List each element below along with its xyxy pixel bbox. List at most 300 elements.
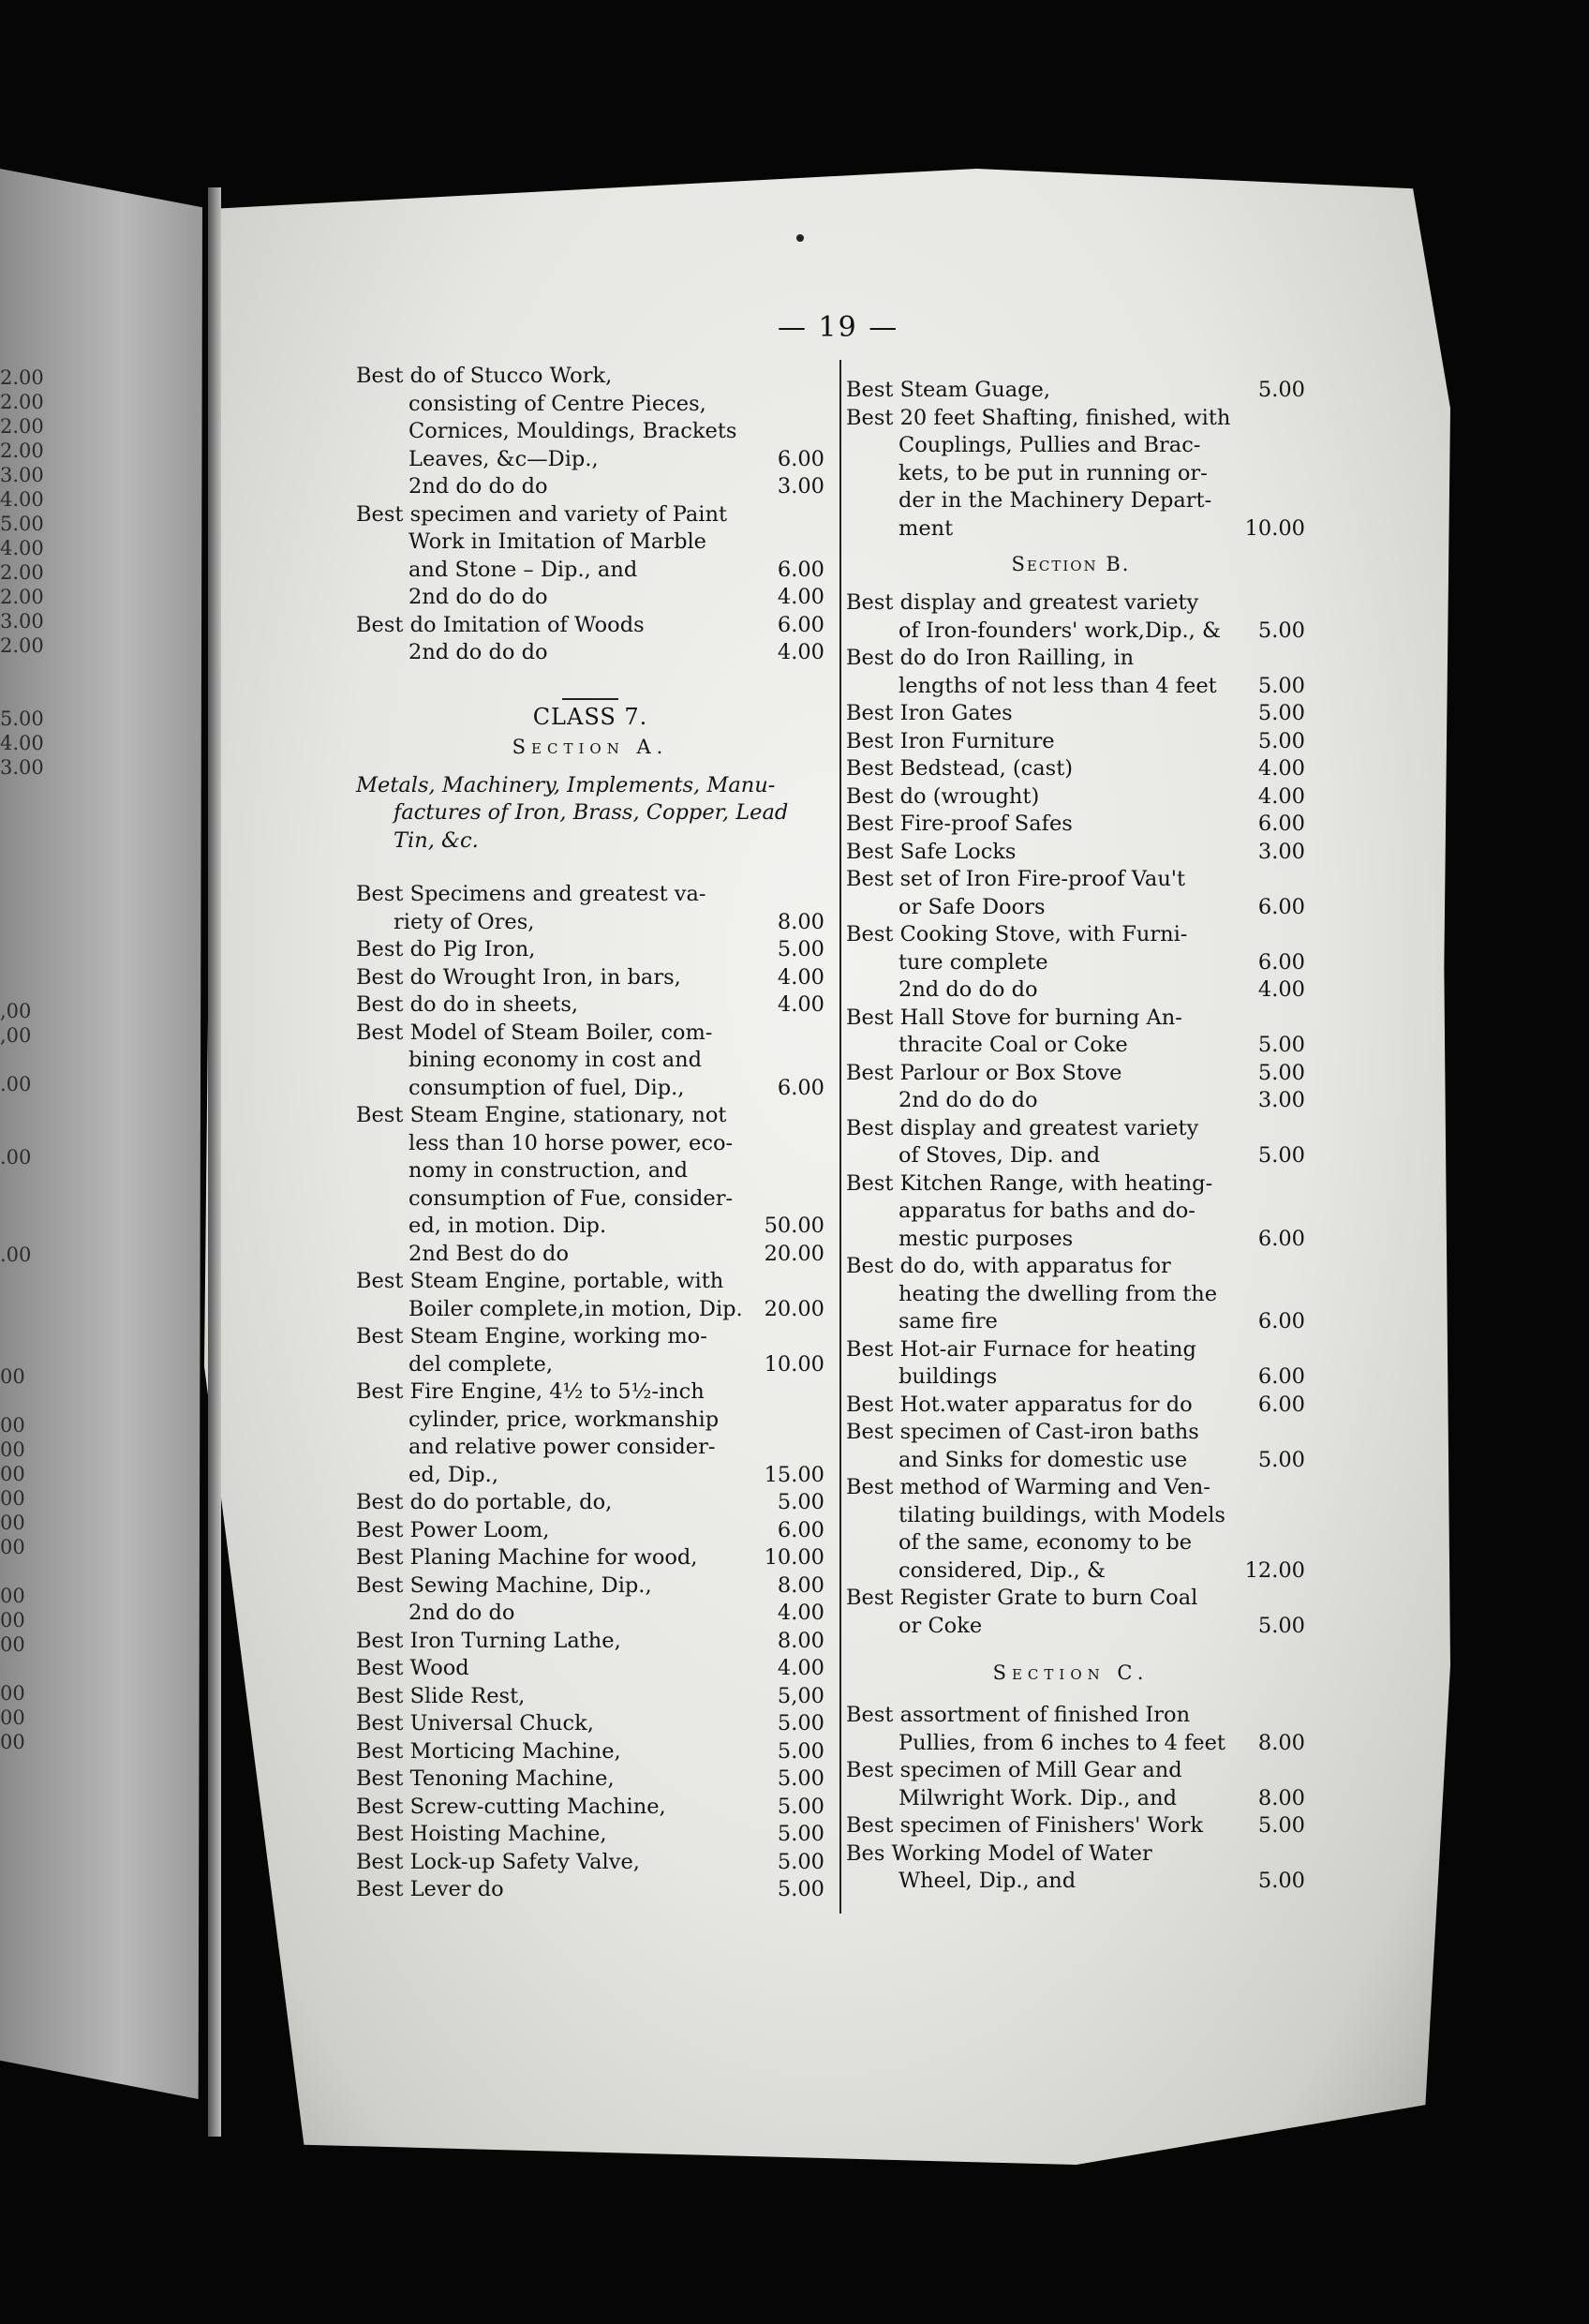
prize-line-text: Best Iron Turning Lathe,	[356, 1628, 621, 1653]
prize-line-price: 4.00	[777, 585, 824, 609]
prize-line	[846, 1785, 1305, 1816]
prize-line	[846, 1088, 1305, 1118]
prize-line-price: 4.00	[777, 964, 824, 990]
prize-line-text: der in the Machinery Depart-	[898, 488, 1212, 513]
prize-line-text: apparatus for baths and do-	[898, 1199, 1195, 1223]
prize-line	[356, 1381, 824, 1409]
prize-line-price: 8.00	[1257, 1785, 1305, 1810]
prize-line-text: buildings	[898, 1364, 998, 1389]
prize-line-text: Best specimen of Mill Gear and	[846, 1758, 1182, 1782]
prize-line	[356, 1796, 824, 1825]
category-line-text: factures of Iron, Brass, Copper, Lead	[394, 800, 789, 825]
prize-line	[356, 476, 824, 504]
prize-line	[356, 1160, 824, 1188]
prize-line-text: Best assortment of finished Iron	[846, 1703, 1191, 1727]
prize-line	[846, 839, 1305, 870]
facing-page-price: .00	[0, 1073, 32, 1095]
prize-line	[356, 1215, 824, 1244]
prize-line	[356, 1492, 824, 1520]
facing-page-price: 2.00	[0, 366, 44, 389]
prize-line-price: 6.00	[1257, 894, 1305, 919]
facing-page-price	[0, 853, 66, 877]
facing-page-price	[0, 1316, 66, 1340]
prize-line-text: Best Safe Locks	[846, 839, 1017, 864]
prize-line	[356, 1547, 824, 1575]
prize-line	[846, 1705, 1296, 1733]
prize-line-text: of Iron-founders' work,Dip., &	[898, 618, 1221, 643]
facing-page-price	[0, 1291, 66, 1316]
prize-line	[846, 435, 1296, 463]
prize-line-text: less than 10 horse power, eco-	[408, 1130, 734, 1155]
prize-line	[356, 612, 824, 643]
column-divider	[839, 360, 841, 1914]
prize-line-text: Best Lever do	[356, 1877, 504, 1901]
prize-line-price: 6.00	[1257, 812, 1305, 836]
prize-line	[846, 1840, 1296, 1871]
prize-line-text: Milwright Work. Dip., and	[898, 1785, 1177, 1810]
prize-line-price: 4.00	[1257, 756, 1305, 781]
prize-line-text: Best specimen of Cast-iron baths	[846, 1420, 1199, 1444]
prize-line-text: Best Iron Furniture	[846, 728, 1055, 753]
prize-line-text: 2nd do do do	[898, 977, 1038, 1002]
prize-line	[846, 1309, 1305, 1339]
prize-line-text: Best Bedstead, (cast)	[846, 756, 1074, 781]
prize-line-price: 8.00	[777, 1628, 824, 1653]
prize-line	[846, 1730, 1305, 1761]
facing-page-price: 00	[0, 1536, 25, 1558]
prize-line-text: kets, to be put in running or-	[898, 460, 1208, 485]
prize-line-price: 3.00	[1257, 839, 1305, 864]
prize-line	[846, 592, 1296, 620]
prize-line	[846, 1557, 1305, 1588]
facing-page-price	[0, 950, 66, 975]
left-column	[356, 365, 824, 1907]
prize-line-price: 8.00	[1257, 1730, 1305, 1755]
prize-line-text: and Sinks for domestic use	[898, 1447, 1188, 1472]
prize-line-text: consumption of Fue, consider-	[408, 1185, 734, 1211]
prize-line-text: Best Steam Engine, portable, with	[356, 1269, 724, 1293]
prize-line	[356, 1849, 824, 1880]
prize-line-price: 5.00	[1257, 1033, 1305, 1057]
prize-line-text: Best Hot-air Furnace for heating	[846, 1336, 1196, 1362]
facing-page-price: 00	[0, 1609, 25, 1631]
prize-line-price: 8.00	[777, 1572, 824, 1598]
prize-line-price: 20.00	[764, 1241, 824, 1266]
prize-line-text: Best 20 feet Shafting, finished, with	[846, 405, 1231, 430]
prize-line-text: 2nd do do do	[408, 585, 548, 609]
facing-page-price: 00	[0, 1512, 25, 1534]
prize-line	[356, 1241, 824, 1272]
prize-line	[846, 673, 1305, 704]
prize-line-price: 5.00	[777, 1794, 824, 1819]
prize-line-text: Best specimen of Finishers' Work	[846, 1813, 1203, 1838]
prize-line-text: thracite Coal or Coke	[898, 1033, 1128, 1057]
prize-line	[846, 1813, 1305, 1843]
prize-line-text: Best do Pig Iron,	[356, 937, 536, 961]
facing-page-price	[0, 1389, 66, 1413]
prize-line-text: Best Power Loom,	[356, 1517, 550, 1542]
prize-line-price: 15.00	[764, 1462, 824, 1487]
facing-page-price: 3.00	[0, 464, 44, 486]
prize-line-text: Best Hall Stove for burning An-	[846, 1005, 1182, 1030]
prize-line-price: 5.00	[777, 1877, 824, 1901]
prize-line	[846, 1447, 1305, 1478]
facing-page-price	[0, 926, 66, 950]
category-description	[356, 772, 824, 858]
facing-page-price: 00	[0, 1438, 25, 1461]
prize-line-text: cylinder, price, workmanship	[408, 1407, 720, 1432]
prize-line	[356, 1768, 824, 1796]
prize-line	[356, 1517, 824, 1548]
facing-page-price	[0, 658, 66, 682]
prize-line	[846, 460, 1296, 491]
prize-line	[846, 1256, 1296, 1284]
prize-line	[356, 1351, 824, 1382]
prize-line	[846, 949, 1305, 980]
category-line	[356, 772, 824, 803]
prize-line-price: 5.00	[1257, 673, 1305, 698]
prize-line-text: Best Slide Rest,	[356, 1683, 526, 1708]
prize-line-price: 4.00	[777, 992, 824, 1017]
prize-line-price: 5.00	[1257, 1813, 1305, 1838]
prize-line-text: of the same, economy to be	[898, 1530, 1193, 1555]
prize-line	[356, 1824, 824, 1852]
prize-line-text: Bes Working Model of Water	[846, 1840, 1152, 1866]
prize-line-price: 6.00	[1257, 1226, 1305, 1251]
prize-line	[846, 618, 1305, 648]
prize-line-text: Best Hot.water apparatus for do	[846, 1392, 1193, 1417]
category-line-text: Tin, &c.	[394, 827, 479, 853]
prize-line-text: Best do Imitation of Woods	[356, 612, 645, 637]
prize-line	[356, 1022, 824, 1050]
facing-page-price: 2.00	[0, 634, 44, 657]
facing-page-price	[0, 1267, 66, 1291]
prize-line	[356, 1437, 824, 1465]
prize-line-text: Couplings, Pullies and Brac-	[898, 433, 1201, 457]
prize-line-price: 12.00	[1244, 1557, 1305, 1583]
prize-line-text: 2nd Best do do	[408, 1241, 570, 1266]
prize-line-price: 5.00	[777, 1490, 824, 1514]
prize-line-price: 50.00	[764, 1214, 824, 1238]
facing-page-price	[0, 1340, 66, 1364]
prize-line-price: 6.00	[777, 446, 824, 471]
prize-line-price: 6.00	[777, 1075, 824, 1100]
prize-line	[356, 909, 824, 940]
prize-line	[356, 531, 824, 559]
prize-line-price: 5.00	[1257, 1143, 1305, 1168]
facing-page-price: 2.00	[0, 561, 44, 584]
facing-page-price	[0, 1169, 66, 1194]
prize-line-price: 5.00	[777, 937, 824, 961]
page-number: — 19 —	[778, 311, 899, 344]
section-heading-b: Section B.	[1011, 553, 1131, 575]
prize-line-text: tilating buildings, with Models	[898, 1502, 1225, 1527]
facing-page-price-column	[0, 365, 66, 1754]
facing-page-price	[0, 901, 66, 926]
prize-line	[356, 559, 824, 588]
facing-page-price: ,00	[0, 1000, 32, 1022]
facing-page-price: 5.00	[0, 708, 44, 730]
prize-line-text: Best Parlour or Box Stove	[846, 1060, 1122, 1085]
facing-page-price	[0, 877, 66, 901]
prize-line-price: 6.00	[1257, 1364, 1305, 1389]
prize-line-text: Best Tenoning Machine,	[356, 1766, 615, 1791]
prize-line-price: 6.00	[777, 557, 824, 582]
facing-page-price	[0, 828, 66, 853]
prize-line	[846, 378, 1305, 408]
prize-line-text: Wheel, Dip., and	[898, 1869, 1077, 1893]
prize-line	[356, 1628, 824, 1659]
prize-line-price: 5.00	[1257, 378, 1305, 402]
prize-line-text: consumption of fuel, Dip.,	[408, 1075, 685, 1100]
prize-line-text: Best do do, with apparatus for	[846, 1254, 1171, 1278]
prize-line-price: 6.00	[1257, 1309, 1305, 1333]
prize-line	[356, 1271, 824, 1299]
prize-line	[356, 365, 824, 394]
prize-line	[356, 1879, 824, 1907]
prize-line	[846, 1170, 1296, 1201]
prize-line-text: Work in Imitation of Marble	[408, 529, 706, 554]
prize-line	[846, 728, 1305, 759]
prize-line-text: Best Model of Steam Boiler, com-	[356, 1020, 713, 1045]
prize-line	[846, 756, 1305, 786]
prize-line	[846, 1143, 1305, 1173]
prize-line-price: 6.00	[1257, 949, 1305, 975]
prize-line-text: Best Specimens and greatest va-	[356, 882, 706, 906]
prize-line-price: 4.00	[777, 640, 824, 664]
prize-line	[846, 1587, 1296, 1616]
prize-line-text: Best Wood	[356, 1656, 469, 1680]
prize-line-text: Best Planing Machine for wood,	[356, 1545, 698, 1570]
prize-line	[356, 1462, 824, 1493]
prize-line-text: Best do do Iron Railling, in	[846, 646, 1135, 670]
prize-line	[846, 1060, 1305, 1091]
prize-line	[356, 391, 824, 422]
prize-line-price: 5.00	[1257, 1869, 1305, 1893]
prize-line-price: 3.00	[777, 474, 824, 499]
facing-page-price: 00	[0, 1633, 25, 1656]
prize-line-price: 4.00	[777, 1601, 824, 1625]
prize-line	[846, 1115, 1296, 1146]
prize-line-price: 6.00	[777, 1517, 824, 1542]
prize-line	[846, 1033, 1305, 1063]
prize-line-text: Best Kitchen Range, with heating-	[846, 1170, 1213, 1196]
prize-line	[356, 1326, 824, 1354]
prize-line	[356, 1185, 824, 1216]
prize-line-text: Best Cooking Stove, with Furni-	[846, 922, 1188, 946]
facing-page-price: 2.00	[0, 415, 44, 438]
facing-page-price: 4.00	[0, 732, 44, 754]
prize-line-text: Best Iron Gates	[846, 701, 1013, 725]
prize-line-price: 4.00	[777, 1656, 824, 1680]
prize-line-text: bining economy in cost and	[408, 1048, 703, 1072]
prize-line-price: 5.00	[777, 1738, 824, 1764]
prize-line-text: del complete,	[408, 1351, 553, 1377]
prize-line	[846, 1532, 1296, 1560]
prize-line	[846, 1760, 1296, 1788]
prize-line-text: ment	[898, 515, 954, 541]
prize-line-text: same fire	[898, 1309, 998, 1333]
class-heading: CLASS 7.	[532, 703, 648, 730]
prize-line-price: 5.00	[1257, 1447, 1305, 1472]
prize-line	[846, 924, 1296, 952]
facing-page-price	[0, 682, 66, 707]
prize-line-price: 5.00	[777, 1766, 824, 1791]
category-line	[356, 827, 824, 858]
prize-line-price: 5.00	[777, 1849, 824, 1874]
prize-line	[356, 1602, 824, 1631]
section-heading-c: Section C.	[992, 1661, 1150, 1684]
facing-page-price: .00	[0, 1146, 32, 1169]
prize-line-price: 20.00	[764, 1296, 824, 1321]
prize-line-text: Best Fire Engine, 4½ to 5½-inch	[356, 1379, 705, 1404]
prize-line	[356, 642, 824, 670]
prize-line	[846, 1007, 1296, 1035]
prize-line-text: mestic purposes	[898, 1226, 1074, 1251]
category-line-text: Metals, Machinery, Implements, Manu-	[356, 772, 776, 797]
prize-line	[846, 490, 1296, 518]
prize-line	[356, 587, 824, 615]
prize-line-text: lengths of not less than 4 feet	[898, 673, 1217, 698]
prize-line	[356, 501, 824, 532]
prize-line-text: Best Morticing Machine,	[356, 1738, 621, 1764]
prize-line	[356, 1713, 824, 1741]
prize-line	[846, 1477, 1296, 1505]
facing-page-price	[0, 780, 66, 804]
prize-line-text: 2nd do do do	[898, 1088, 1038, 1112]
prize-line	[356, 1075, 824, 1106]
prize-line-text: Best Universal Chuck,	[356, 1711, 594, 1736]
prize-line	[846, 1422, 1296, 1450]
prize-line	[356, 1572, 824, 1603]
prize-line-price: 8.00	[777, 909, 824, 934]
prize-line	[356, 1130, 824, 1161]
prize-line	[356, 446, 824, 477]
ink-speck	[796, 234, 804, 242]
prize-line-price: 5.00	[1257, 1060, 1305, 1085]
facing-page-price	[0, 975, 66, 999]
facing-page-price	[0, 1559, 66, 1584]
prize-line-text: 2nd do do	[408, 1601, 515, 1625]
facing-page-price: .00	[0, 1244, 32, 1266]
prize-line-text: Best do do in sheets,	[356, 992, 579, 1017]
prize-line	[846, 1613, 1305, 1644]
facing-page-price	[0, 804, 66, 828]
prize-line-text: or Coke	[898, 1613, 983, 1638]
prize-line	[846, 1502, 1296, 1533]
prize-line-text: riety of Ores,	[394, 909, 535, 934]
facing-page-price: 00	[0, 1731, 25, 1753]
prize-line	[846, 783, 1305, 814]
facing-page-price: 5.00	[0, 513, 44, 535]
facing-page-price	[0, 1096, 66, 1121]
prize-line	[356, 1296, 824, 1327]
prize-line-text: Best Lock-up Safety Valve,	[356, 1849, 640, 1874]
prize-line-text: Best do do portable, do,	[356, 1490, 613, 1514]
prize-line-text: Best Register Grate to burn Coal	[846, 1586, 1198, 1610]
prize-line-price: 4.00	[1257, 783, 1305, 809]
prize-line-price: 5.00	[777, 1711, 824, 1736]
prize-line-text: Boiler complete,in motion, Dip.	[408, 1296, 743, 1321]
prize-line-text: Best Sewing Machine, Dip.,	[356, 1572, 652, 1598]
facing-page-price: 00	[0, 1706, 25, 1729]
prize-line	[356, 1409, 824, 1438]
prize-line-text: ed, in motion. Dip.	[408, 1214, 607, 1238]
page-gutter	[208, 187, 221, 2137]
prize-line	[356, 1683, 824, 1714]
prize-line	[846, 1364, 1305, 1394]
prize-line-price: 5.00	[777, 1822, 824, 1846]
right-column	[846, 378, 1305, 1899]
prize-line-price: 5,00	[777, 1683, 824, 1708]
prize-line-text: Cornices, Mouldings, Brackets	[408, 419, 737, 443]
prize-line-price: 5.00	[1257, 701, 1305, 725]
prize-line-text: consisting of Centre Pieces,	[408, 391, 706, 416]
prize-line	[846, 1200, 1296, 1229]
prize-line-price: 5.00	[1257, 728, 1305, 753]
prize-line	[846, 1336, 1296, 1367]
prize-line	[356, 1050, 824, 1078]
prize-line-price: 3.00	[1257, 1088, 1305, 1112]
prize-line-text: Best Steam Engine, stationary, not	[356, 1103, 727, 1127]
prize-line-price: 6.00	[1257, 1392, 1305, 1417]
prize-line-text: Best specimen and variety of Paint	[356, 501, 728, 527]
prize-line-text: ture complete	[898, 949, 1048, 975]
prize-line-text: ed, Dip.,	[408, 1462, 498, 1487]
prize-line	[846, 648, 1296, 676]
facing-page-price	[0, 1218, 66, 1243]
prize-line-text: heating the dwelling from the	[898, 1281, 1218, 1306]
prize-line-text: Best do (wrought)	[846, 783, 1040, 809]
prize-line	[846, 515, 1305, 546]
prize-line-price: 5.00	[1257, 618, 1305, 643]
section-heading-a: Section A.	[512, 735, 669, 758]
prize-line-text: Pullies, from 6 inches to 4 feet	[898, 1730, 1225, 1755]
prize-line	[356, 421, 824, 449]
facing-page-price	[0, 1194, 66, 1218]
prize-line	[356, 939, 824, 967]
prize-line-price: 6.00	[777, 612, 824, 637]
prize-line	[356, 1658, 824, 1686]
prize-line-text: 2nd do do do	[408, 640, 548, 664]
prize-line-price: 10.00	[764, 1351, 824, 1377]
prize-line	[846, 1226, 1305, 1257]
prize-line-price: 5.00	[1257, 1613, 1305, 1638]
facing-page-price: 00	[0, 1585, 25, 1607]
facing-page-price: 00	[0, 1487, 25, 1510]
prize-line-text: 2nd do do do	[408, 474, 548, 499]
prize-line-text: Best Hoisting Machine,	[356, 1822, 607, 1846]
prize-line	[356, 884, 824, 912]
prize-line	[846, 1392, 1305, 1423]
prize-line-price: 4.00	[1257, 977, 1305, 1002]
facing-page-price: 3.00	[0, 756, 44, 779]
facing-page-price: 00	[0, 1463, 25, 1485]
prize-line	[846, 869, 1296, 897]
prize-line-text: Best do of Stucco Work,	[356, 364, 613, 388]
facing-page-price: 00	[0, 1365, 25, 1388]
prize-line	[356, 1738, 824, 1769]
prize-line	[356, 1105, 824, 1133]
prize-line	[846, 812, 1305, 842]
prize-line	[356, 994, 824, 1022]
category-line	[356, 802, 824, 830]
prize-line	[846, 1281, 1296, 1312]
facing-page-price: 3.00	[0, 610, 44, 633]
prize-line-text: Best Steam Guage,	[846, 378, 1051, 402]
prize-line-text: Best Steam Engine, working mo-	[356, 1324, 707, 1348]
prize-line-text: of Stoves, Dip. and	[898, 1143, 1101, 1168]
